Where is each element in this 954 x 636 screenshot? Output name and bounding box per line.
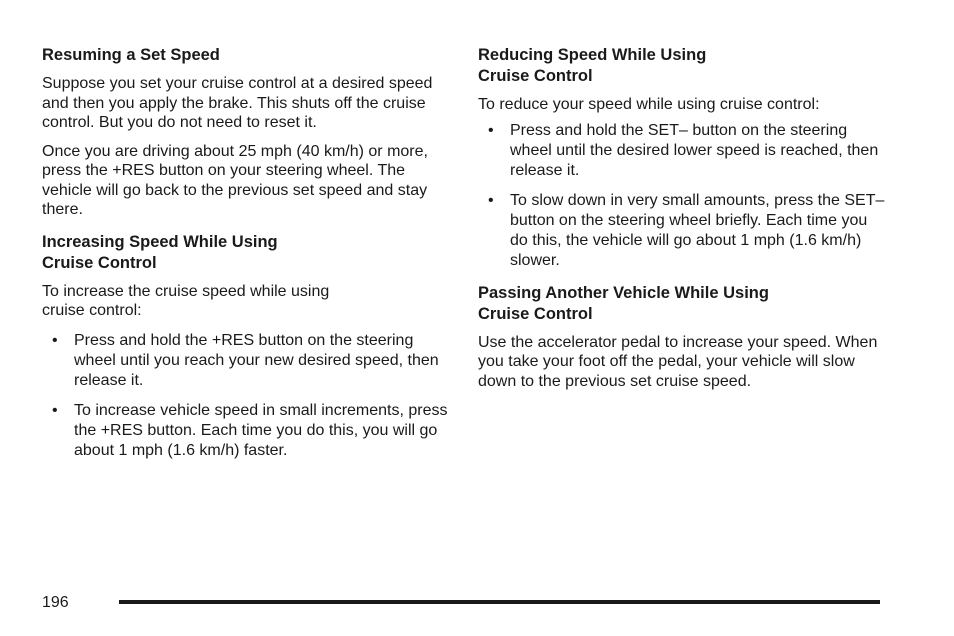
heading-line: Passing Another Vehicle While Using bbox=[478, 283, 769, 302]
bullet-icon: • bbox=[52, 331, 58, 349]
section-heading bbox=[478, 283, 888, 325]
list-item-text: To slow down in very small amounts, press the SET– button on the steering wheel briefly. Each time you do this, the vehicle will go about 1 mph (1.6 km/h) slower. bbox=[510, 191, 885, 269]
list-item bbox=[42, 331, 452, 391]
list-item bbox=[478, 121, 888, 181]
page-number: 196 bbox=[42, 594, 69, 611]
paragraph: Suppose you set your cruise control at a desired speed and then you apply the brake. This shuts off the cruise control. But you do not need to reset it. bbox=[42, 75, 433, 131]
bullet-icon: • bbox=[52, 401, 58, 419]
paragraph: To reduce your speed while using cruise control: bbox=[478, 96, 820, 113]
left-column bbox=[42, 45, 452, 473]
list-item bbox=[478, 191, 888, 271]
paragraph: Once you are driving about 25 mph (40 km/h) or more, press the +RES button on your steering wheel. The vehicle will go back to the previous set speed and stay there. bbox=[42, 142, 428, 218]
paragraph bbox=[42, 282, 452, 321]
section-increasing-speed bbox=[42, 232, 452, 461]
list-item-text: Press and hold the SET– button on the steering wheel until the desired lower speed is reached, then release it. bbox=[510, 121, 879, 179]
list-item-text: To increase vehicle speed in small increments, press the +RES button. Each time you do this, you will go about 1 mph (1.6 km/h) faster. bbox=[74, 401, 448, 459]
list-item bbox=[42, 401, 452, 461]
section-heading: Resuming a Set Speed bbox=[42, 46, 220, 64]
section-reducing-speed bbox=[478, 45, 888, 271]
list-item-text: Press and hold the +RES button on the steering wheel until you reach your new desired speed, then release it. bbox=[74, 331, 439, 389]
section-heading bbox=[478, 45, 888, 87]
paragraph: Use the accelerator pedal to increase your speed. When you take your foot off the pedal, your vehicle will slow down to the previous set cruise speed. bbox=[478, 333, 878, 390]
right-column bbox=[478, 45, 888, 400]
heading-line: Cruise Control bbox=[42, 253, 157, 272]
bullet-icon: • bbox=[488, 191, 494, 209]
bullet-icon: • bbox=[488, 121, 494, 139]
heading-line: Cruise Control bbox=[478, 67, 593, 85]
heading-line: Cruise Control bbox=[478, 304, 593, 323]
intro-line: cruise control: bbox=[42, 302, 142, 319]
bullet-list bbox=[42, 331, 452, 461]
section-resuming-set-speed bbox=[42, 45, 452, 220]
intro-line: To increase the cruise speed while using bbox=[42, 282, 330, 300]
heading-line: Reducing Speed While Using bbox=[478, 46, 707, 64]
footer-rule bbox=[119, 600, 880, 604]
heading-line: Increasing Speed While Using bbox=[42, 232, 278, 251]
section-heading bbox=[42, 232, 452, 274]
section-passing-vehicle bbox=[478, 283, 888, 392]
bullet-list bbox=[478, 121, 888, 271]
